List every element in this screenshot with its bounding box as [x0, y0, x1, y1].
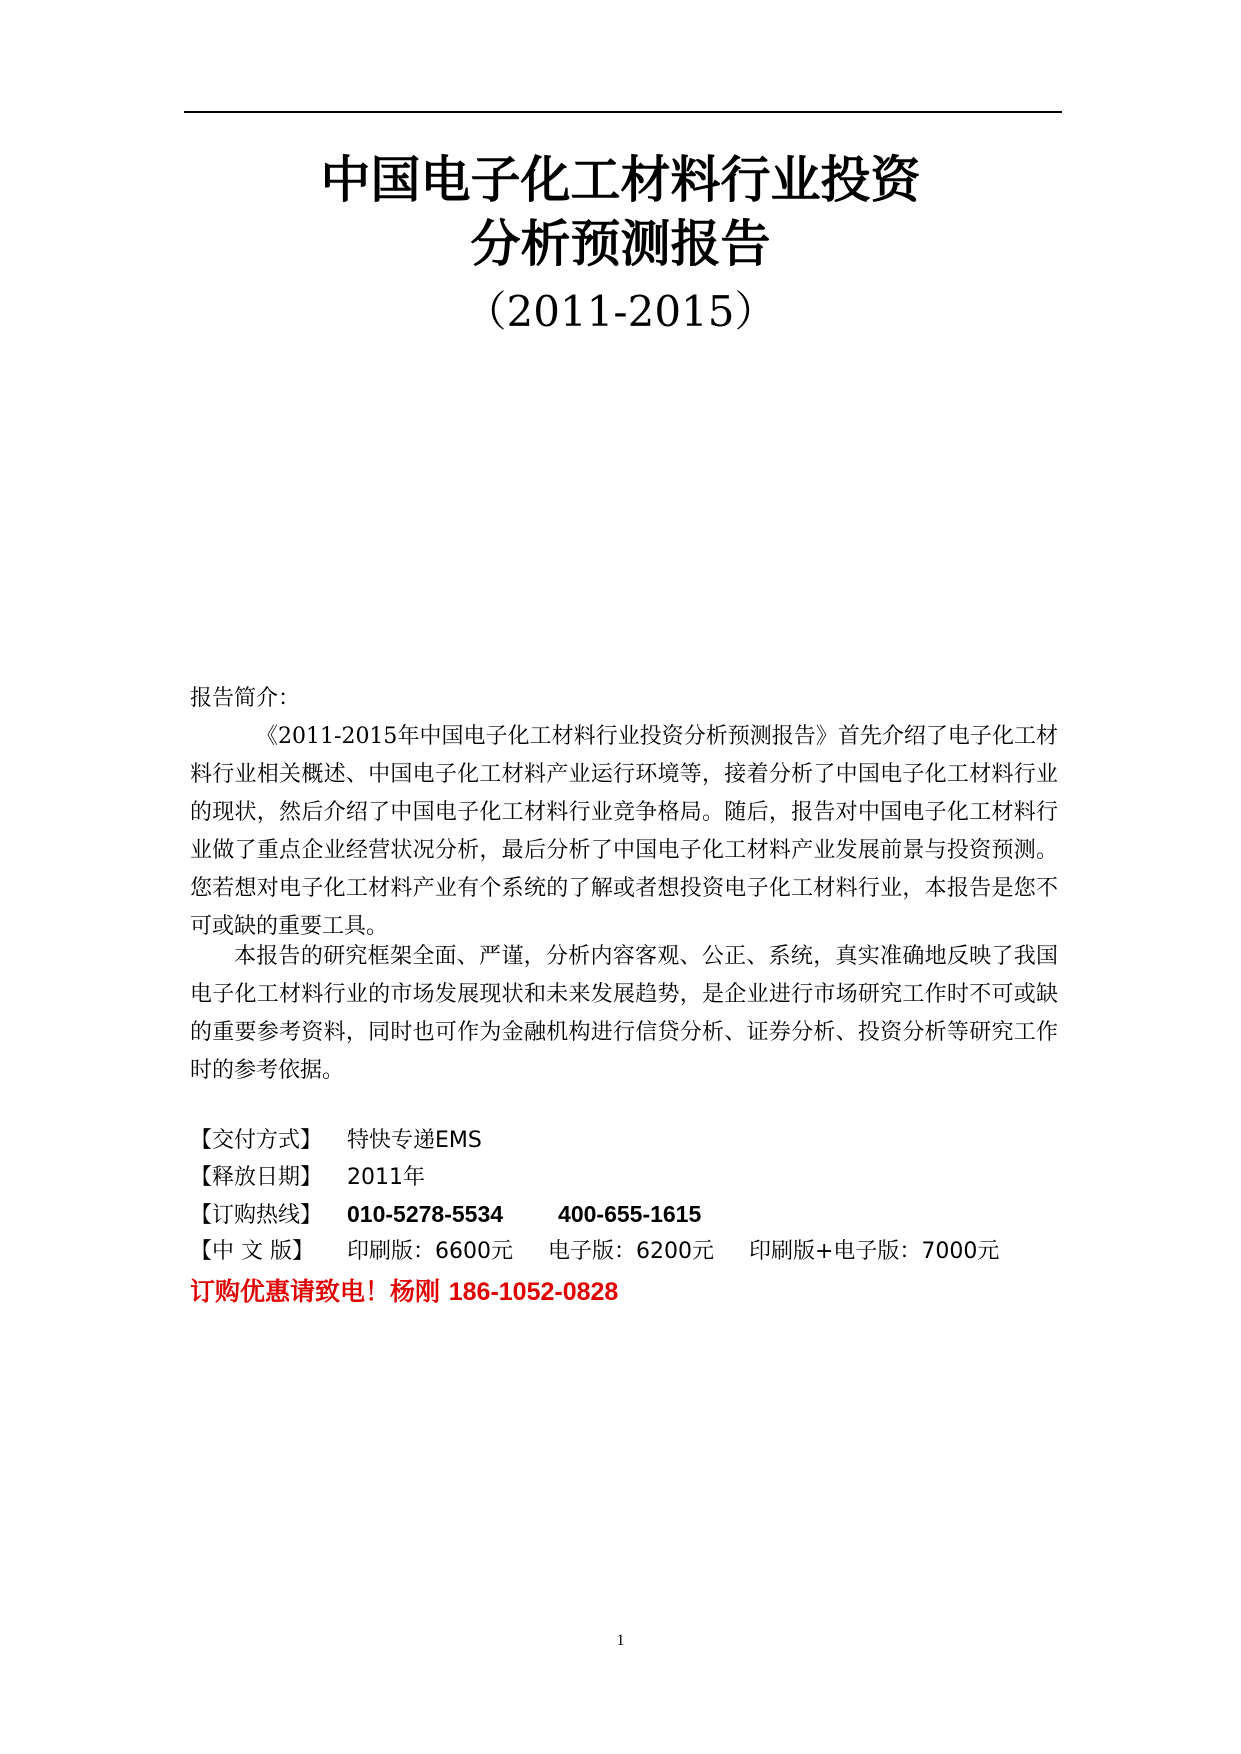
release-label: 【释放日期】	[190, 1165, 323, 1190]
combo-price: 印刷版+电子版：7000元	[749, 1239, 1000, 1264]
intro-paragraph-2: 本报告的研究框架全面、严谨，分析内容客观、公正、系统，真实准确地反映了我国电子化工材料行业的市场发展现状和未来发展趋势，是企业进行市场研究工作时不可或缺的重要参考资料，同时也可作为金融机构进行信贷分析、证券分析、投资分析等研究工作时的参考依据。	[190, 944, 1058, 1083]
report-years: （2011-2015）	[464, 287, 777, 336]
intro-paragraph-1: 《2011-2015年中国电子化工材料行业投资分析预测报告》首先介绍了电子化工材料行业相关概述、中国电子化工材料产业运行环境等，接着分析了中国电子化工材料行业的现状，然后介绍了中国电子化工材料行业竞争格局。随后，报告对中国电子化工材料行业做了重点企业经营状况分析，最后分析了中国电子化工材料产业发展前景与投资预测。您若想对电子化工材料产业有个系统的了解或者想投资电子化工材料行业，本报告是您不可或缺的重要工具。	[190, 724, 1058, 939]
hotline-row	[190, 1196, 1070, 1233]
promo-phone[interactable]: 186-1052-0828	[448, 1278, 619, 1306]
delivery-row	[190, 1122, 1070, 1159]
promo-line	[190, 1272, 618, 1308]
report-title-line-1: 中国电子化工材料行业投资	[320, 151, 921, 209]
report-title-line-2: 分析预测报告	[470, 215, 771, 273]
hotline-label: 【订购热线】	[190, 1203, 323, 1228]
edition-label: 【中 文 版】	[190, 1239, 314, 1264]
hotline-number-2[interactable]: 400-655-1615	[558, 1201, 702, 1227]
page-number: 1	[616, 1632, 625, 1649]
top-rule	[184, 111, 1062, 113]
promo-text: 订购优惠请致电！杨刚	[190, 1277, 441, 1306]
edition-row	[190, 1233, 1070, 1270]
hotline-number-1[interactable]: 010-5278-5534	[347, 1201, 504, 1227]
electronic-price: 电子版：6200元	[548, 1239, 714, 1264]
intro-heading: 报告简介：	[190, 686, 301, 711]
release-row	[190, 1159, 1070, 1196]
release-value: 2011年	[347, 1165, 425, 1190]
delivery-label: 【交付方式】	[190, 1128, 323, 1153]
print-price: 印刷版：6600元	[347, 1239, 513, 1264]
delivery-value: 特快专递EMS	[347, 1128, 482, 1153]
